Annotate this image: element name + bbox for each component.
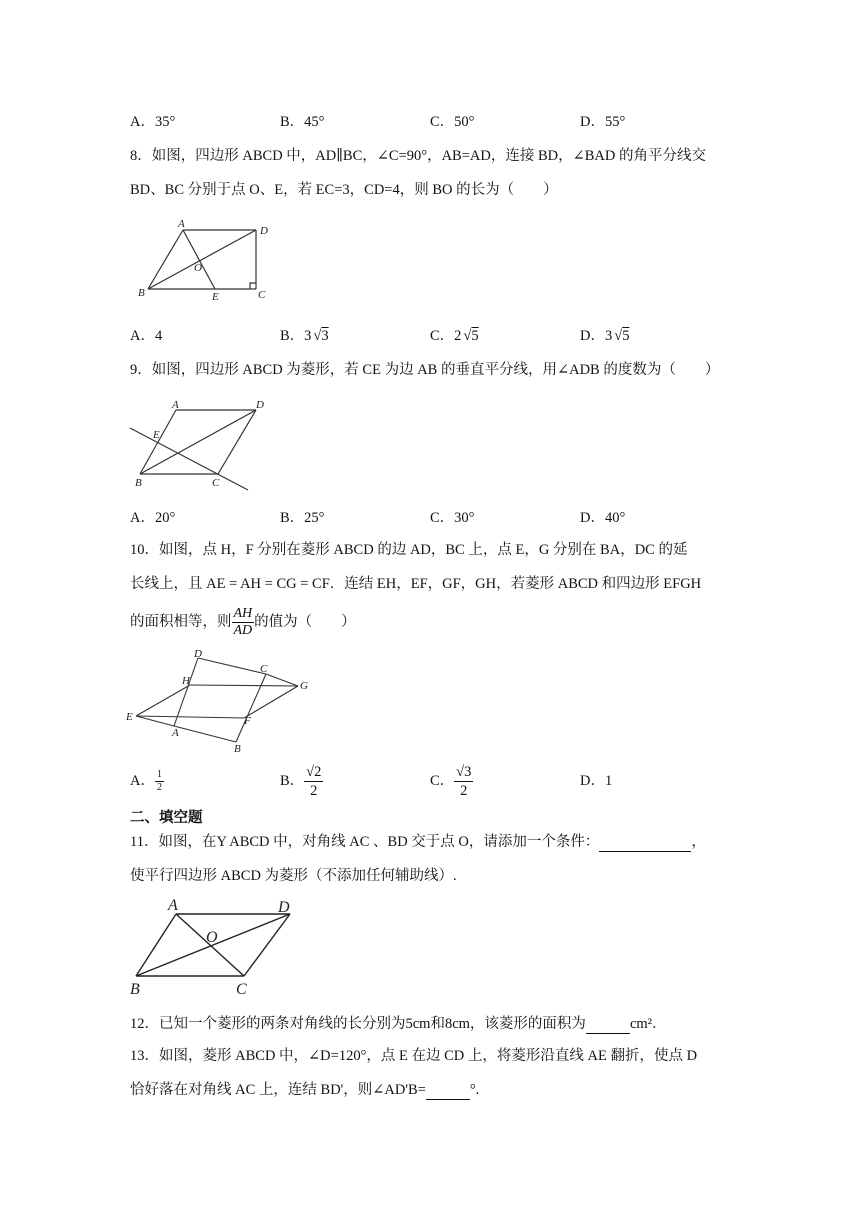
q13-text-line1: 13．如图，菱形 ABCD 中，∠D=120°，点 E 在边 CD 上，将菱形沿直线 AE 翻折，使点 D <box>130 1048 698 1064</box>
q7-option-b: B．45° <box>280 114 325 130</box>
q10-label-d: D <box>194 648 202 660</box>
q8-label-e: E <box>212 291 219 303</box>
q10-label-f: F <box>244 715 251 727</box>
section-heading-fill-in: 二、填空题 <box>130 810 203 826</box>
q10-text-line2: 长线上，且 AE = AH = CG = CF．连结 EH，EF，GF，GH，若菱形 ABCD 和四边形 EFGH <box>130 576 702 592</box>
q10-label-c: C <box>260 663 268 675</box>
q10-label-h: H <box>182 675 190 687</box>
q10-text-line3: 的面积相等，则 $\frac{AH}{AD}$ 的值为（ ） <box>130 606 356 639</box>
q11-answer-blank[interactable] <box>599 833 691 852</box>
q10-option-d: D．1 <box>580 773 613 789</box>
q11-label-a: A <box>168 897 178 914</box>
q10-text-line1: 10．如图，点 H，F 分别在菱形 ABCD 的边 AD，BC 上，点 E，G 分别在 BA，DC 的延 <box>130 542 688 558</box>
q10-figure <box>126 646 316 756</box>
q8-segment-ae <box>183 230 215 289</box>
q10-label-a: A <box>172 727 179 739</box>
q10-segment-fe <box>136 716 244 718</box>
q10-extension-cg <box>266 674 298 686</box>
q13-text-line2: 恰好落在对角线 AC 上，连结 BD'，则∠AD'B= °. <box>130 1082 480 1098</box>
q13-answer-blank[interactable] <box>426 1081 470 1100</box>
q8-option-b: B．3 √3 <box>280 328 329 344</box>
q10-segment-hg <box>190 685 298 686</box>
q10-label-g: G <box>300 680 308 692</box>
q10-segment-ba <box>174 726 236 742</box>
q10-extension-ae <box>136 716 174 726</box>
q9-label-c: C <box>212 477 220 489</box>
q9-option-c: C．30° <box>430 510 475 526</box>
q8-text-line2: BD、BC 分别于点 O、E，若 EC=3，CD=4，则 BO 的长为（ ） <box>130 182 558 198</box>
q9-label-e: E <box>153 429 160 441</box>
q8-label-d: D <box>260 225 268 237</box>
q8-label-o: O <box>194 262 202 274</box>
q8-option-d: D．3 √5 <box>580 328 630 344</box>
q9-label-d: D <box>256 399 264 411</box>
q8-label-c: C <box>258 289 266 301</box>
q8-right-angle-mark <box>250 283 256 289</box>
q10-segment-dc <box>198 658 266 674</box>
q8-text-line1: 8．如图，四边形 ABCD 中，AD∥BC，∠C=90°，AB=AD，连接 BD，∠BAD 的角平分线交 <box>130 148 706 164</box>
q10-option-c: C． $\frac{√3}{2}$ <box>430 764 472 800</box>
q11-label-b: B <box>130 981 140 998</box>
q9-segment-dc <box>218 410 256 474</box>
q9-option-b: B．25° <box>280 510 325 526</box>
q11-text-line2: 使平行四边形 ABCD 为菱形（不添加任何辅助线）. <box>130 868 457 884</box>
q7-option-c: C．50° <box>430 114 475 130</box>
q9-option-a: A．20° <box>130 510 176 526</box>
q7-option-d: D．55° <box>580 114 626 130</box>
q9-label-a: A <box>172 399 179 411</box>
q8-figure <box>130 218 280 303</box>
q9-line-ce <box>130 428 248 490</box>
q8-label-a: A <box>178 218 185 230</box>
q10-option-a: A． $\frac{1}{2}$ <box>130 769 162 794</box>
q8-option-a: A．4 <box>130 328 163 344</box>
q9-text-line1: 9．如图，四边形 ABCD 为菱形，若 CE 为边 AB 的垂直平分线，用∠ADB 的度数为（ ） <box>130 362 720 378</box>
q12-answer-blank[interactable] <box>586 1015 630 1034</box>
q10-segment-eh <box>136 685 190 716</box>
q9-figure <box>128 398 264 493</box>
q11-figure <box>128 896 298 996</box>
q9-label-b: B <box>135 477 142 489</box>
q11-label-o: O <box>206 929 218 946</box>
q11-label-d: D <box>278 899 290 916</box>
q10-label-e: E <box>126 711 133 723</box>
q10-segment-gf <box>244 686 298 718</box>
q12-text-line1: 12．已知一个菱形的两条对角线的长分别为5cm和8cm，该菱形的面积为 cm²． <box>130 1016 667 1032</box>
q11-segment-ab <box>136 914 176 976</box>
q10-label-b: B <box>234 743 241 755</box>
q8-segment-bd <box>148 230 256 289</box>
q11-text-line1: 11．如图，在Y ABCD 中，对角线 AC 、BD 交于点 O，请添加一个条件： ， <box>130 834 706 850</box>
q8-segment-ab <box>148 230 183 289</box>
q9-option-d: D．40° <box>580 510 626 526</box>
q10-option-b: B． $\frac{√2}{2}$ <box>280 764 322 800</box>
q7-option-a: A．35° <box>130 114 176 130</box>
q8-label-b: B <box>138 287 145 299</box>
q8-option-c: C．2 √5 <box>430 328 479 344</box>
q11-label-c: C <box>236 981 247 998</box>
